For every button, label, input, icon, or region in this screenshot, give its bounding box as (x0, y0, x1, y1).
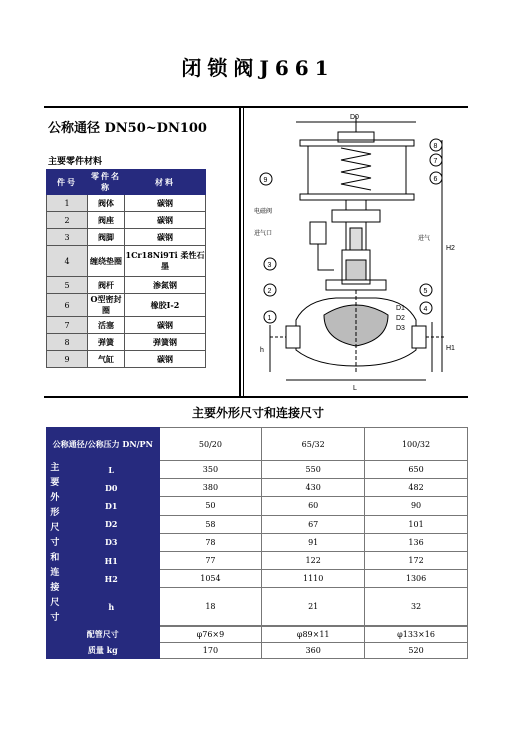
part-name: O型密封圈 (88, 294, 125, 317)
nominal-diameter-spec: 公称通径 DN50~DN100 (48, 121, 207, 136)
part-no: 4 (47, 246, 88, 277)
size-header-label: 公称通径/公称压力 DN/PN (47, 428, 160, 461)
table-row (47, 229, 206, 246)
callout-8: 8 (433, 143, 438, 150)
dim-value: 430 (262, 479, 365, 497)
table-row (47, 212, 206, 229)
part-no: 1 (47, 195, 88, 212)
dim-value: 380 (159, 479, 262, 497)
dimensions-title: 主要外形尺寸和连接尺寸 (191, 406, 324, 420)
dim-value: 650 (365, 461, 468, 479)
table-row (47, 334, 206, 351)
size-65-32: 65/32 (262, 428, 365, 461)
inlet-direction-label: 进气 (418, 236, 431, 242)
parts-table (46, 169, 206, 368)
dim-value: 101 (365, 515, 468, 533)
dim-label: L (63, 461, 159, 479)
part-material: 渗氮钢 (124, 277, 205, 294)
dims-header-row (47, 428, 468, 461)
dim-h: h (260, 347, 264, 354)
dim-value: 60 (262, 497, 365, 515)
part-no: 8 (47, 334, 88, 351)
header-part-name: 零件名称 (88, 170, 125, 195)
dim-label: H1 (63, 551, 159, 569)
callout-2: 2 (267, 288, 272, 295)
vertical-divider-thin (243, 108, 244, 396)
table-row (47, 246, 206, 277)
dim-D0: D0 (350, 114, 359, 121)
pipe-size-label: 配管尺寸 (47, 627, 160, 643)
part-no: 7 (47, 317, 88, 334)
size-100-32: 100/32 (365, 428, 468, 461)
part-name: 气缸 (88, 351, 125, 368)
dim-label: H2 (63, 570, 159, 588)
dim-value: 50 (159, 497, 262, 515)
part-no: 2 (47, 212, 88, 229)
part-name: 阀杆 (88, 277, 125, 294)
callout-5: 5 (423, 288, 428, 295)
page-title: 闭锁阀J661 (181, 56, 335, 80)
dim-value: 1306 (365, 570, 468, 588)
dim-H2: H2 (446, 245, 455, 252)
callout-6: 6 (433, 176, 438, 183)
dim-D3: D3 (396, 325, 405, 332)
table-row (47, 277, 206, 294)
dim-D2: D2 (396, 315, 405, 322)
dim-label: D3 (63, 533, 159, 551)
dim-value: 58 (159, 515, 262, 533)
callout-3: 3 (267, 262, 272, 269)
part-name: 弹簧 (88, 334, 125, 351)
parts-table-title: 主要零件材料 (48, 157, 103, 167)
table-row (47, 317, 206, 334)
dim-value: 90 (365, 497, 468, 515)
parts-header-row (47, 170, 206, 195)
valve-cross-section-drawing (246, 110, 466, 394)
dim-value: 21 (262, 588, 365, 626)
weight-label: 质量 kg (47, 643, 160, 659)
dim-value: 67 (262, 515, 365, 533)
dim-value: 550 (262, 461, 365, 479)
dim-value: 136 (365, 533, 468, 551)
dim-label: D1 (63, 497, 159, 515)
table-row (47, 515, 468, 533)
part-no: 5 (47, 277, 88, 294)
dim-value: 482 (365, 479, 468, 497)
dim-D1: D1 (396, 305, 405, 312)
part-material: 弹簧钢 (124, 334, 205, 351)
side-label: 主要外形尺寸和连接尺寸 (47, 461, 64, 627)
dim-value: 78 (159, 533, 262, 551)
vertical-divider (239, 108, 241, 396)
dim-value: 122 (262, 551, 365, 569)
callout-7: 7 (433, 158, 438, 165)
table-row (47, 643, 468, 659)
part-name: 阀座 (88, 212, 125, 229)
header-part-no: 件号 (47, 170, 88, 195)
callout-1: 1 (267, 315, 272, 322)
table-row (47, 627, 468, 643)
dim-value: 1110 (262, 570, 365, 588)
part-material: 碳钢 (124, 351, 205, 368)
solenoid-valve-label: 电磁阀 (254, 209, 273, 215)
part-no: 9 (47, 351, 88, 368)
dim-L: L (353, 385, 357, 392)
part-name: 缠绕垫圈 (88, 246, 125, 277)
part-no: 6 (47, 294, 88, 317)
pipe-size-value: φ133×16 (365, 627, 468, 643)
dim-H1: H1 (446, 345, 455, 352)
air-inlet-label: 进气口 (254, 231, 273, 237)
part-material: 1Cr18Ni9Ti 柔性石墨 (124, 246, 205, 277)
part-name: 阀脚 (88, 229, 125, 246)
part-name: 活塞 (88, 317, 125, 334)
part-no: 3 (47, 229, 88, 246)
dim-label: h (63, 588, 159, 626)
header-material: 材料 (124, 170, 205, 195)
table-row (47, 351, 206, 368)
dimensions-table (46, 427, 468, 659)
table-row (47, 195, 206, 212)
table-row (47, 533, 468, 551)
part-material: 碳钢 (124, 317, 205, 334)
pipe-size-value: φ76×9 (159, 627, 262, 643)
part-name: 阀体 (88, 195, 125, 212)
table-row (47, 570, 468, 588)
section-divider (44, 396, 468, 398)
table-row (47, 497, 468, 515)
part-material: 碳钢 (124, 195, 205, 212)
callout-9: 9 (263, 177, 268, 184)
dim-label: D0 (63, 479, 159, 497)
weight-value: 520 (365, 643, 468, 659)
part-material: 碳钢 (124, 229, 205, 246)
part-material: 碳钢 (124, 212, 205, 229)
callout-4: 4 (423, 306, 428, 313)
dim-value: 18 (159, 588, 262, 626)
part-material: 橡胶Ⅰ-2 (124, 294, 205, 317)
size-50-20: 50/20 (159, 428, 262, 461)
table-row (47, 461, 468, 479)
dim-value: 1054 (159, 570, 262, 588)
table-row (47, 588, 468, 626)
table-row (47, 551, 468, 569)
dim-value: 77 (159, 551, 262, 569)
pipe-size-value: φ89×11 (262, 627, 365, 643)
dim-value: 172 (365, 551, 468, 569)
dim-value: 91 (262, 533, 365, 551)
weight-value: 170 (159, 643, 262, 659)
table-row (47, 479, 468, 497)
dim-value: 350 (159, 461, 262, 479)
top-divider (44, 106, 468, 108)
table-row (47, 294, 206, 317)
dim-label: D2 (63, 515, 159, 533)
dim-value: 32 (365, 588, 468, 626)
weight-value: 360 (262, 643, 365, 659)
